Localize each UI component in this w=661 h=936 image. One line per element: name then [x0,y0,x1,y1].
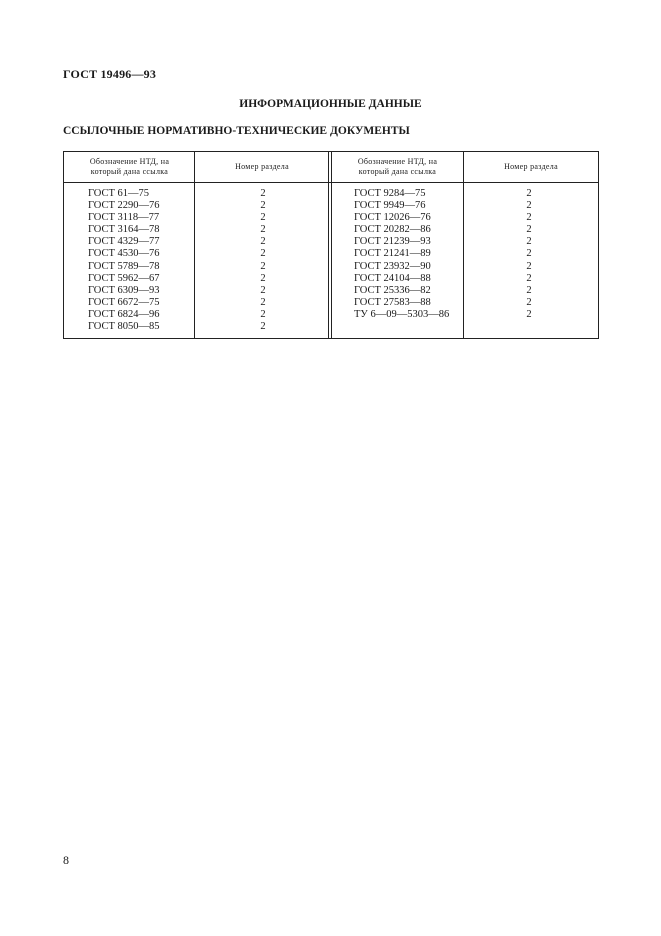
header-section-label: Номер раздела [235,162,289,171]
table-row-code: ГОСТ 9284—75 [354,188,426,199]
info-title: ИНФОРМАЦИОННЫЕ ДАННЫЕ [239,98,422,110]
table-row-section: 2 [526,308,532,320]
table-row-section: 2 [526,200,532,212]
table-row-section: 2 [260,284,266,296]
table-row-section: 2 [260,212,266,224]
table-row-section: 2 [526,212,532,224]
table-row-section: 2 [260,224,266,236]
table-row-code: ТУ 6—09—5303—86 [354,308,450,320]
column-divider [463,152,464,338]
table-row-section: 2 [260,188,266,199]
table-row-code: ГОСТ 4530—76 [88,248,160,260]
table-row-code: ГОСТ 6309—93 [88,284,160,296]
table-row-code: ГОСТ 24104—88 [354,272,431,284]
table-row-code: ГОСТ 8050—85 [88,321,160,333]
table-row-section: 2 [260,321,266,333]
header-designation-left [64,152,195,182]
table-row-section: 2 [260,260,266,272]
table-row-section: 2 [526,284,532,296]
table-row-section: 2 [526,188,532,199]
page-number: 8 [63,853,69,867]
table-row-section: 2 [260,296,266,308]
right-section-column [509,188,549,321]
table-row-section: 2 [260,236,266,248]
table-row-code: ГОСТ 25336—82 [354,284,431,296]
table-row-section: 2 [526,260,532,272]
reference-documents-table [63,151,599,339]
table-row-code: ГОСТ 6824—96 [88,308,160,320]
header-designation-line1: Обозначение НТД, на [89,157,170,166]
right-code-column [354,188,449,321]
left-code-column [88,188,160,333]
table-row-code: ГОСТ 61—75 [88,188,150,199]
column-divider-double [331,152,332,338]
table-row-section: 2 [526,248,532,260]
header-section-label: Номер раздела [504,162,558,171]
header-designation-line1: Обозначение НТД, на [357,157,438,166]
table-row-code: ГОСТ 21241—89 [354,248,431,260]
table-row-code: ГОСТ 21239—93 [354,236,431,248]
table-row-code: ГОСТ 5789—78 [88,260,160,272]
column-divider [194,152,195,338]
table-row-code: ГОСТ 27583—88 [354,296,431,308]
table-row-section: 2 [526,236,532,248]
table-row-code: ГОСТ 6672—75 [88,296,160,308]
left-section-column [243,188,283,333]
table-row-code: ГОСТ 2290—76 [88,200,160,212]
column-divider-double [328,152,329,338]
table-row-section: 2 [260,248,266,260]
table-row-section: 2 [260,308,266,320]
header-designation-line2: который дана ссылка [90,167,169,176]
header-section-left [195,152,329,182]
table-row-code: ГОСТ 9949—76 [354,200,426,212]
standard-code-header: ГОСТ 19496—93 [63,67,157,81]
header-section-right [464,152,598,182]
table-row-section: 2 [260,200,266,212]
table-row-code: ГОСТ 23932—90 [354,260,431,272]
section-title: ССЫЛОЧНЫЕ НОРМАТИВНО-ТЕХНИЧЕСКИЕ ДОКУМЕНТЫ [63,125,410,137]
table-row-section: 2 [526,224,532,236]
header-designation-line2: который дана ссылка [358,167,437,176]
table-row-code: ГОСТ 3118—77 [88,212,160,224]
table-row-code: ГОСТ 3164—78 [88,224,160,236]
table-row-code: ГОСТ 20282—86 [354,224,431,236]
table-row-section: 2 [526,272,532,284]
table-row-section: 2 [260,272,266,284]
header-designation-right [331,152,464,182]
table-row-code: ГОСТ 4329—77 [88,236,160,248]
table-row-code: ГОСТ 5962—67 [88,272,160,284]
table-row-section: 2 [526,296,532,308]
table-row-code: ГОСТ 12026—76 [354,212,431,224]
